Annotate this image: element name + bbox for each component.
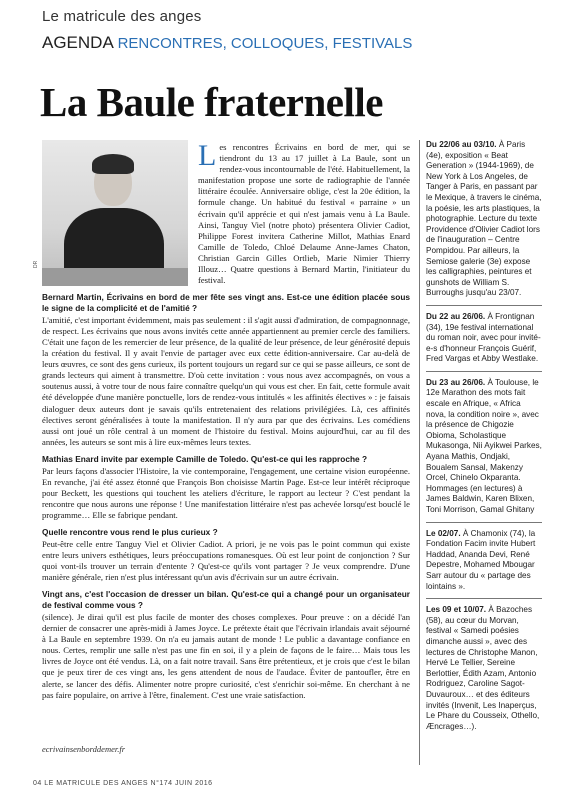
agenda-date: Du 22 au 26/06. xyxy=(426,311,486,321)
website-link[interactable]: ecrivainsenborddemer.fr xyxy=(42,744,126,754)
answer-4: (silence). Je dirai qu'il est plus facile de monter des choses complexes. Pour preuve : on a décidé l'an dernier de consacrer une après-midi à James Joyce. Le prétexte était que l'écrivain irlandais avait séjourné à La Baule en septembre 1939. On n'a eu jamais autant de monde ! Le public a davantage confiance en nous. Certes, remplir une salle n'est pas une fin en soi, il y a plein de façons de le faire… Mais tous les livres de Joyce ont été vendus. Là, on a fait notre travail. Sans être prétentieux, et je crois que c'est le bilan que je peux tirer de ces vingt ans, les gens attendent de nous de l'audace. Éviter de pantoufler, être en alerte, se lancer des défis. Alimenter notre propre curiosité, c'est s'enrichir soi-même. En cherchant à ne pas faire populaire, on arrive à l'être, finalement. C'est une vraie satisfaction. xyxy=(42,611,410,700)
agenda-item xyxy=(426,378,542,523)
article-body xyxy=(42,139,410,701)
interview xyxy=(42,292,410,701)
column-divider xyxy=(419,140,420,765)
question-2: Mathias Enard invite par exemple Camille de Toledo. Qu'est-ce qui les rapproche ? xyxy=(42,453,368,464)
agenda-column xyxy=(426,140,542,744)
agenda-item xyxy=(426,605,542,738)
agenda-text: À Bazoches (58), au cœur du Morvan, festival « Samedi poésies dimanche aussi », avec des lectures de Christophe Manon, Hervé Le Tellier, Sereine Berlottier, Édith Azam, Antonio Rodriguez, Caroline Sagot-Duvauroux… et des éditeurs invités (Invenit, Les Inaperçus, Le Phare du Cousseix, Othello, Æncrages…). xyxy=(426,605,540,731)
article-intro xyxy=(198,139,410,286)
answer-2: Par leurs façons d'associer l'Histoire, la vie contemporaine, l'engagement, une certaine vision européenne. En revanche, j'ai été assez étonné que François Bon choisisse Martin Page. Est-ce leur intérêt réciproque pour Beckett, les questions qui touchent les ateliers d'écriture, le rapport au lecteur ? C'est pendant la rencontre que nous aurons une réponse ! Une manifestation littéraire n'est pas achevée lorsqu'est bouclé le programme… Elle se fabrique pendant. xyxy=(42,465,410,521)
agenda-date: Les 09 et 10/07. xyxy=(426,605,487,615)
section-categories: RENCONTRES, COLLOQUES, FESTIVALS xyxy=(117,35,413,52)
photo-credit: DR xyxy=(33,260,39,268)
article-headline: La Baule fraternelle xyxy=(40,79,383,125)
page-footer: 04 LE MATRICULE DES ANGES N°174 JUIN 2016 xyxy=(33,780,213,787)
agenda-date: Le 02/07. xyxy=(426,528,461,538)
agenda-text: À Frontignan (34), 19e festival international du roman noir, avec pour invité-e-s d'honneur François Guérif, Fred Vargas et Abby Westlake. xyxy=(426,311,541,364)
agenda-date: Du 23 au 26/06. xyxy=(426,377,486,387)
masthead: Le matricule des anges xyxy=(42,8,202,25)
agenda-text: À Paris (4e), exposition « Beat Generation » (1944-1969), de New York à Los Angeles, de Tanger à Paris, en passant par le Mexique, à travers le cinéma, la poésie, les arts plastiques, la photographie. Lecture du texte Providence d'Olivier Cadiot lors de l'inauguration – Centre Pompidou. Par ailleurs, la Semiose galerie (3e) expose les calligraphies, peintures et gunshots de William S. Burroughs jusqu'au 23/07. xyxy=(426,140,542,298)
intro-text: es rencontres Écrivains en bord de mer, qui se tiendront du 13 au 17 juillet à La Baule, sont un rendez-vous incontournable de l'été. Habituellement, la manifestation propose une sorte de radiographie de l'année littéraire écoulée. Anniversaire oblige, c'est la 20e édition, la formule change. Un habitué du festival « parraine » un écrivain qu'il apprécie et qui n'est jamais venu à La Baule. Ainsi, Tanguy Viel (notre photo) présentera Olivier Cadiot, Philippe Forest invitera Catherine Millot, Mathias Enard Camille de Toledo, Chloé Delaume Anne-James Chaton, Christian Garcin Gilles Ortlieb, Marie Nimier Thierry Illouz… Quatre questions à Bernard Martin, l'initiateur du festival. xyxy=(198,142,410,286)
agenda-date: Du 22/06 au 03/10. xyxy=(426,140,497,149)
agenda-text: À Chamonix (74), la Fondation Facim invite Hubert Haddad, Ananda Devi, René Depestre, Mohamed Mbougar Sarr autour du « partage des lointains ». xyxy=(426,528,536,591)
question-1: Bernard Martin, Écrivains en bord de mer fête ses vingt ans. Est-ce une édition placée sous le signe de la complicité et de l'amitié ? xyxy=(42,292,410,314)
answer-1: L'amitié, c'est important évidemment, mais pas seulement : il s'agit aussi d'admiration, de compagnonnage, de respect. Les écrivains que nous avons invités cette année appartiennent au premier cercle des familiers. C'était une façon de les remercier de leur présence, de la qualité de leur présence, de leur générosité depuis la création du festival. Il y avait l'envie de partager avec eux cette édition-anniversaire. Car au-delà de leurs œuvres, ce sont des gens curieux, ils portent toujours un regard sur ce qui se passe ailleurs, ce sont de grands lecteurs qui aiment à transmettre. D'où cette invitation : vous nous avez accompagnés, on vous a soutenus aussi, à votre tour de nous faire connaître quelqu'un qui vous est cher. En fait, cette formule avait été développée d'une manière ponctuelle, lors de rendez-vous intitulés « les affinités électives » : je faisais dialoguer deux auteurs dont je savais qu'ils entretenaient des relations privilégiées. Là, ces affinités électives seront généralisées à toute la manifestation. Il n'y aura par que des écrivains. Les comédiens aussi ont joué un rôle central à un moment de l'histoire du festival. Moins aujourd'hui, car au fil des années, les auteurs se sont mis à lire eux-mêmes leurs textes. xyxy=(42,314,410,447)
answer-3: Peut-être celle entre Tanguy Viel et Olivier Cadiot. A priori, je ne vois pas le point commun qui existe entre leurs univers esthétiques, leurs préoccupations romanesques. Où est leur point de conjonction ? Sur quoi vont-ils trouver un terrain d'entente ? Qu'est-ce qu'ils vont partager ? Je veux comprendre. D'une manière générale, rien n'est plus intéressant qu'un avis d'écrivain sur un autre écrivain. xyxy=(42,539,410,583)
question-4: Vingt ans, c'est l'occasion de dresser un bilan. Qu'est-ce qui a changé pour un organisateur de festival comme vous ? xyxy=(42,589,410,611)
agenda-item xyxy=(426,312,542,372)
drop-cap: L xyxy=(198,139,217,172)
agenda-item xyxy=(426,529,542,600)
agenda-item xyxy=(426,140,542,306)
agenda-text: À Toulouse, le 12e Marathon des mots fait escale en Afrique, « Africa nova, la condition noire », avec la présence de Chigozie Obioma, Scholastique Mukasonga, Nii Ayikwei Parkes, Ayana Mathis, Ondjaki, Boualem Sansal, Makenzy Orcel, Chinelo Okparanta. Hommages (en lectures) à James Baldwin, Karen Blixen, Toni Morrison, Gamal Ghitany xyxy=(426,377,542,514)
section-agenda: AGENDA xyxy=(42,33,113,52)
question-3: Quelle rencontre vous rend le plus curieux ? xyxy=(42,527,218,538)
section-heading xyxy=(42,33,412,53)
